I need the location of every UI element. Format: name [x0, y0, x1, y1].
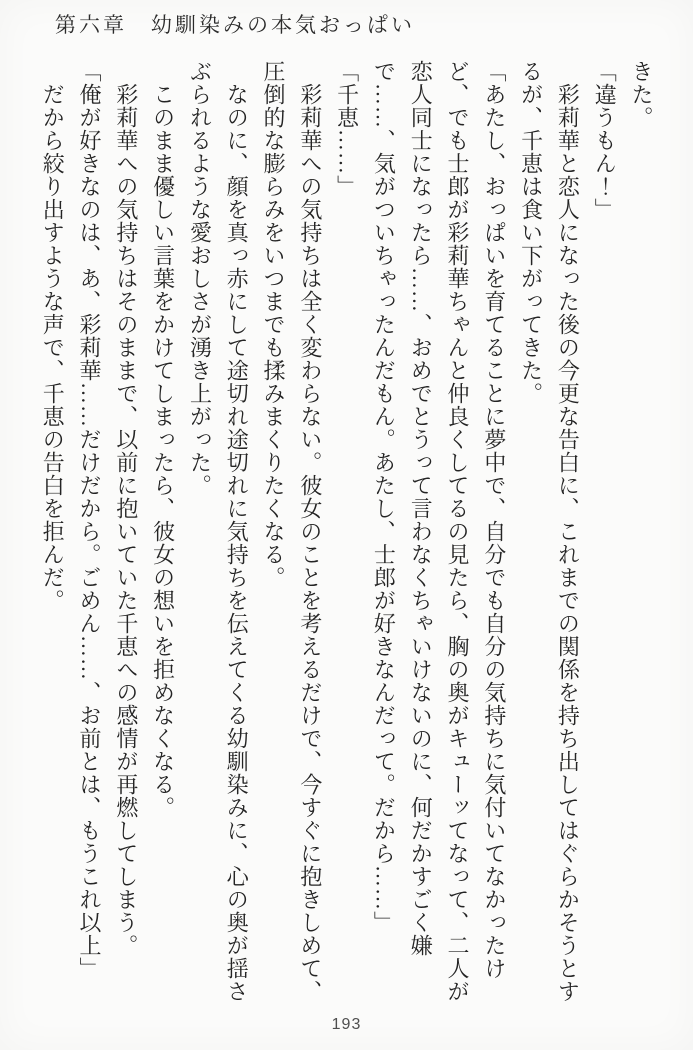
chapter-header: 第六章 幼馴染みの本気おっぱい: [55, 13, 415, 37]
paragraph: 彩莉華への気持ちは全く変わらない。彼女のことを考えるだけで、今すぐに抱きしめて、圧倒的な膨らみをいつまでも揉みまくりたくなる。: [261, 60, 323, 1003]
page-number: 193: [331, 1016, 362, 1033]
paragraph: 「違うもん！」: [592, 60, 618, 221]
paragraph: このまま優しい言葉をかけてしまったら、彼女の想いを拒めなくなる。: [150, 83, 176, 819]
paragraph: なのに、顔を真っ赤にして途切れ途切れに気持ちを伝えてくる幼馴染みに、心の奥が揺さぶられるような愛おしさが湧き上がった。: [187, 60, 250, 1003]
body-text: [33, 60, 659, 1010]
paragraph: 彩莉華と恋人になった後の今更な告白に、これまでの関係を持ち出してはぐらかそうとするが、千恵は食い下がってきた。: [518, 60, 581, 1003]
paragraph: だから絞り出すような声で、千恵の告白を拒んだ。: [40, 83, 66, 612]
paragraph: 「千恵……」: [334, 60, 360, 198]
paragraph: 彩莉華への気持ちはそのままで、以前に抱いていた千恵への感情が再燃してしまう。: [113, 83, 139, 957]
paragraph: きた。: [629, 60, 654, 129]
paragraph: 「俺が好きなのは、あ、彩莉華……だけだから。ごめん……、お前とは、もうこれ以上」: [77, 60, 103, 980]
paragraph: 「あたし、おっぱいを育てることに夢中で、自分でも自分の気持ちに気付いてなかったけど、でも士郎が彩莉華ちゃんと仲良くしてるの見たら、胸の奥がキューッてなって、二人が恋人同士になったら……、おめでとうって言わなくちゃいけないのに、何だかすごく嫌で……、気がついちゃったんだもん。あたし、士郎が好きなんだって。だから……」: [371, 60, 507, 1003]
